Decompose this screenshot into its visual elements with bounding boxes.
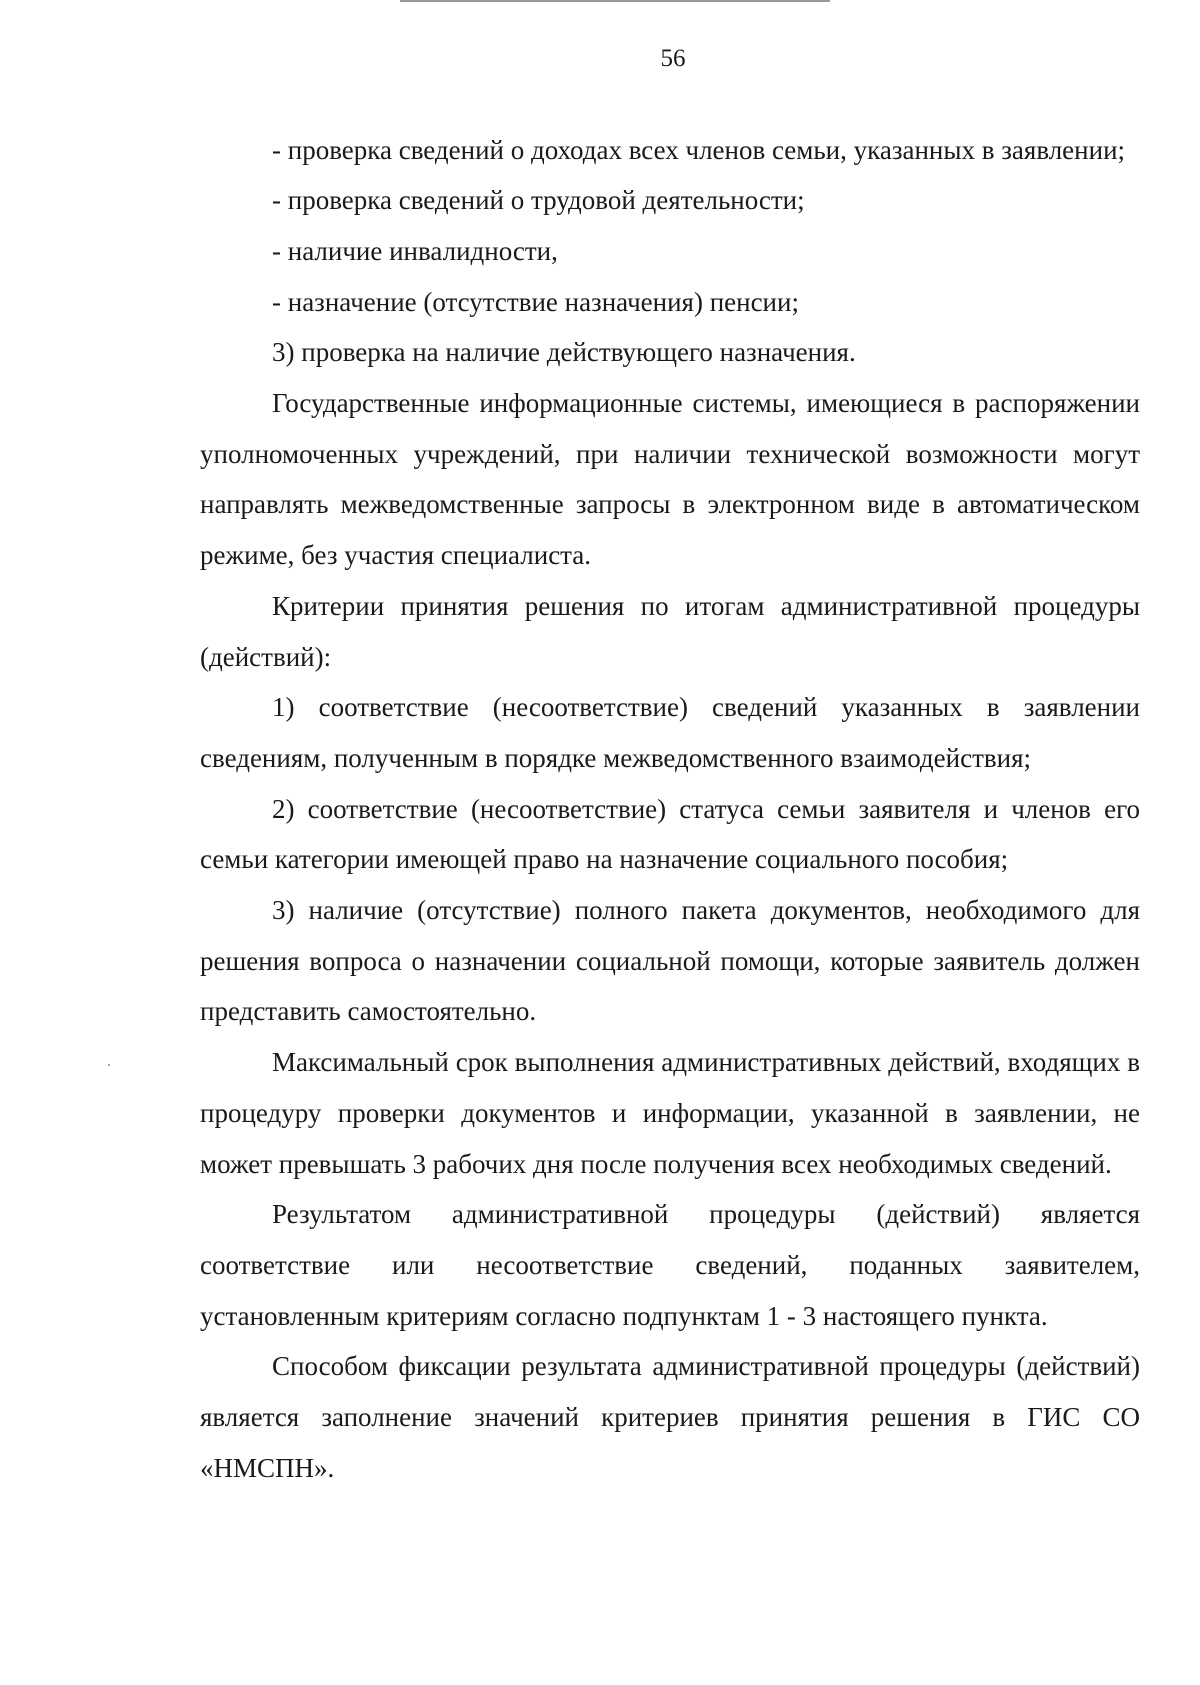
paragraph: 1) соответствие (несоответствие) сведений указанных в заявлении сведениям, полученным в порядке межведомственного взаимодействия; — [200, 692, 1140, 773]
paragraph: 3) наличие (отсутствие) полного пакета документов, необходимого для решения вопроса о назначении социальной помощи, которые заявитель должен представить самостоятельно. — [200, 895, 1140, 1027]
paragraph: Максимальный срок выполнения административных действий, входящих в процедуру проверки документов и информации, указанной в заявлении, не может превышать 3 рабочих дня после получения всех необходимых сведений. — [200, 1047, 1140, 1179]
paragraph: - назначение (отсутствие назначения) пенсии; — [272, 286, 799, 317]
top-edge-rule — [400, 0, 830, 2]
paragraph: Способом фиксации результата административной процедуры (действий) является заполнение значений критериев принятия решения в ГИС СО «НМСПН». — [200, 1351, 1140, 1483]
paragraph: - проверка сведений о трудовой деятельности; — [272, 185, 805, 216]
scan-speck — [108, 1064, 110, 1066]
paragraph: - проверка сведений о доходах всех членов семьи, указанных в заявлении; — [272, 134, 1126, 165]
document-body — [200, 125, 1140, 1494]
paragraph: 2) соответствие (несоответствие) статуса семьи заявителя и членов его семьи категории имеющей право на назначение социального пособия; — [200, 793, 1140, 875]
paragraph: 3) проверка на наличие действующего назначения. — [272, 337, 856, 368]
paragraph: Критерии принятия решения по итогам административной процедуры (действий): — [200, 590, 1140, 672]
paragraph: - наличие инвалидности, — [272, 235, 558, 266]
paragraph: Результатом административной процедуры (действий) является соответствие или несоответствие сведений, поданных заявителем, установленным критериям согласно подпунктам 1 - 3 настоящего пункта. — [200, 1199, 1140, 1331]
page-number: 56 — [660, 45, 686, 72]
paragraph: Государственные информационные системы, имеющиеся в распоряжении уполномоченных учреждений, при наличии технической возможности могут направлять межведомственные запросы в электронном виде в автоматическом режиме, без участия специалиста. — [200, 388, 1140, 571]
